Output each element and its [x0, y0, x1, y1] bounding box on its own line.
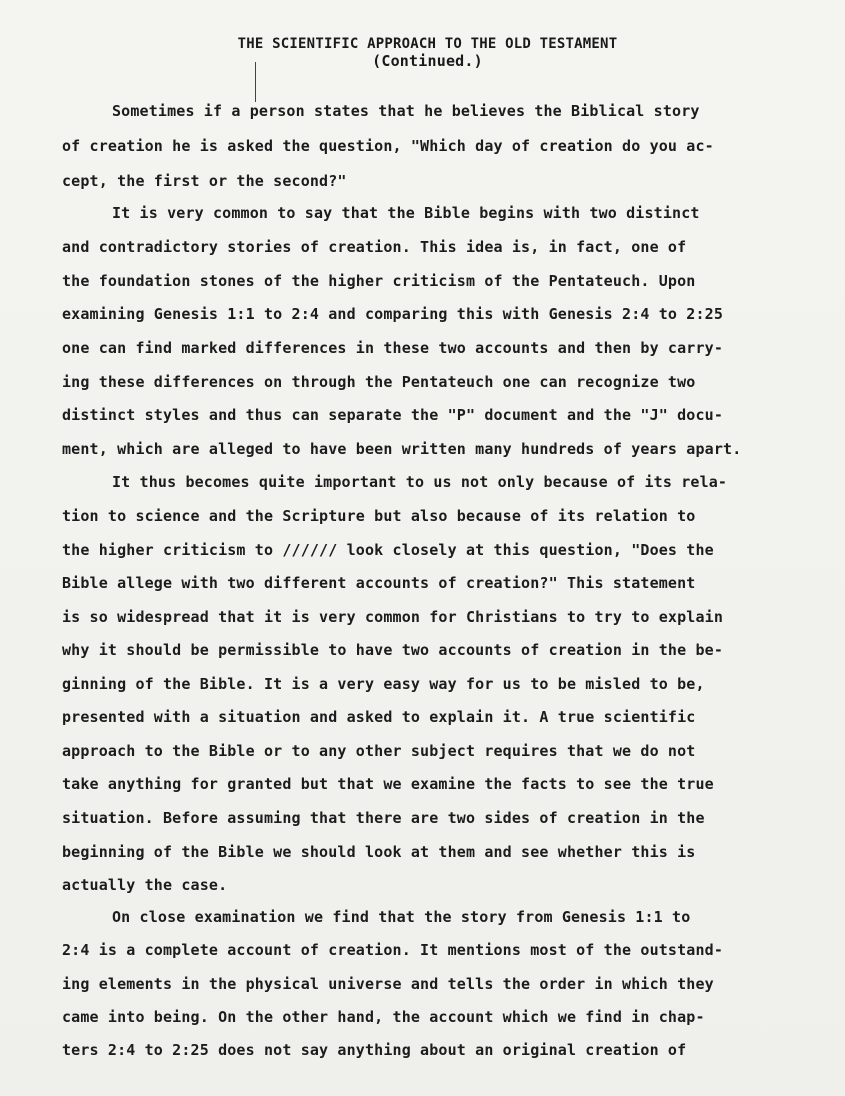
- text-line: situation. Before assuming that there are two sides of creation in the: [62, 809, 705, 827]
- text-line: and contradictory stories of creation. This idea is, in fact, one of: [62, 238, 687, 256]
- text-line: presented with a situation and asked to explain it. A true scientific: [62, 708, 696, 726]
- text-line: Sometimes if a person states that he believes the Biblical story: [112, 102, 700, 120]
- text-line: why it should be permissible to have two accounts of creation in the be-: [62, 641, 724, 659]
- text-line: approach to the Bible or to any other subject requires that we do not: [62, 742, 696, 760]
- document-subtitle: (Continued.): [372, 52, 483, 70]
- text-line: ters 2:4 to 2:25 does not say anything about an original creation of: [62, 1041, 687, 1059]
- text-line: 2:4 is a complete account of creation. It mentions most of the outstand-: [62, 941, 724, 959]
- text-line: Bible allege with two different accounts of creation?" This statement: [62, 574, 696, 592]
- text-line: take anything for granted but that we examine the facts to see the true: [62, 775, 714, 793]
- text-line: is so widespread that it is very common for Christians to try to explain: [62, 608, 724, 626]
- text-line: beginning of the Bible we should look at them and see whether this is: [62, 843, 696, 861]
- text-line: On close examination we find that the story from Genesis 1:1 to: [112, 908, 691, 926]
- text-line: tion to science and the Scripture but also because of its relation to: [62, 507, 696, 525]
- text-line: examining Genesis 1:1 to 2:4 and comparing this with Genesis 2:4 to 2:25: [62, 305, 724, 323]
- text-line: distinct styles and thus can separate the "P" document and the "J" docu-: [62, 406, 724, 424]
- text-line: ment, which are alleged to have been written many hundreds of years apart.: [62, 440, 742, 458]
- text-line: actually the case.: [62, 876, 228, 894]
- text-line: of creation he is asked the question, "Which day of creation do you ac-: [62, 137, 714, 155]
- text-line: ing these differences on through the Pentateuch one can recognize two: [62, 373, 696, 391]
- text-line: came into being. On the other hand, the account which we find in chap-: [62, 1008, 705, 1026]
- text-line: ing elements in the physical universe and tells the order in which they: [62, 975, 714, 993]
- text-line: cept, the first or the second?": [62, 172, 347, 190]
- pencil-mark: [255, 62, 256, 102]
- text-line: one can find marked differences in these two accounts and then by carry-: [62, 339, 724, 357]
- text-line: the foundation stones of the higher criticism of the Pentateuch. Upon: [62, 272, 696, 290]
- text-line: the higher criticism to ////// look closely at this question, "Does the: [62, 541, 714, 559]
- text-line: It thus becomes quite important to us not only because of its rela-: [112, 473, 728, 491]
- text-line: ginning of the Bible. It is a very easy way for us to be misled to be,: [62, 675, 705, 693]
- document-title: THE SCIENTIFIC APPROACH TO THE OLD TESTAMENT: [237, 36, 618, 52]
- text-line: It is very common to say that the Bible begins with two distinct: [112, 204, 700, 222]
